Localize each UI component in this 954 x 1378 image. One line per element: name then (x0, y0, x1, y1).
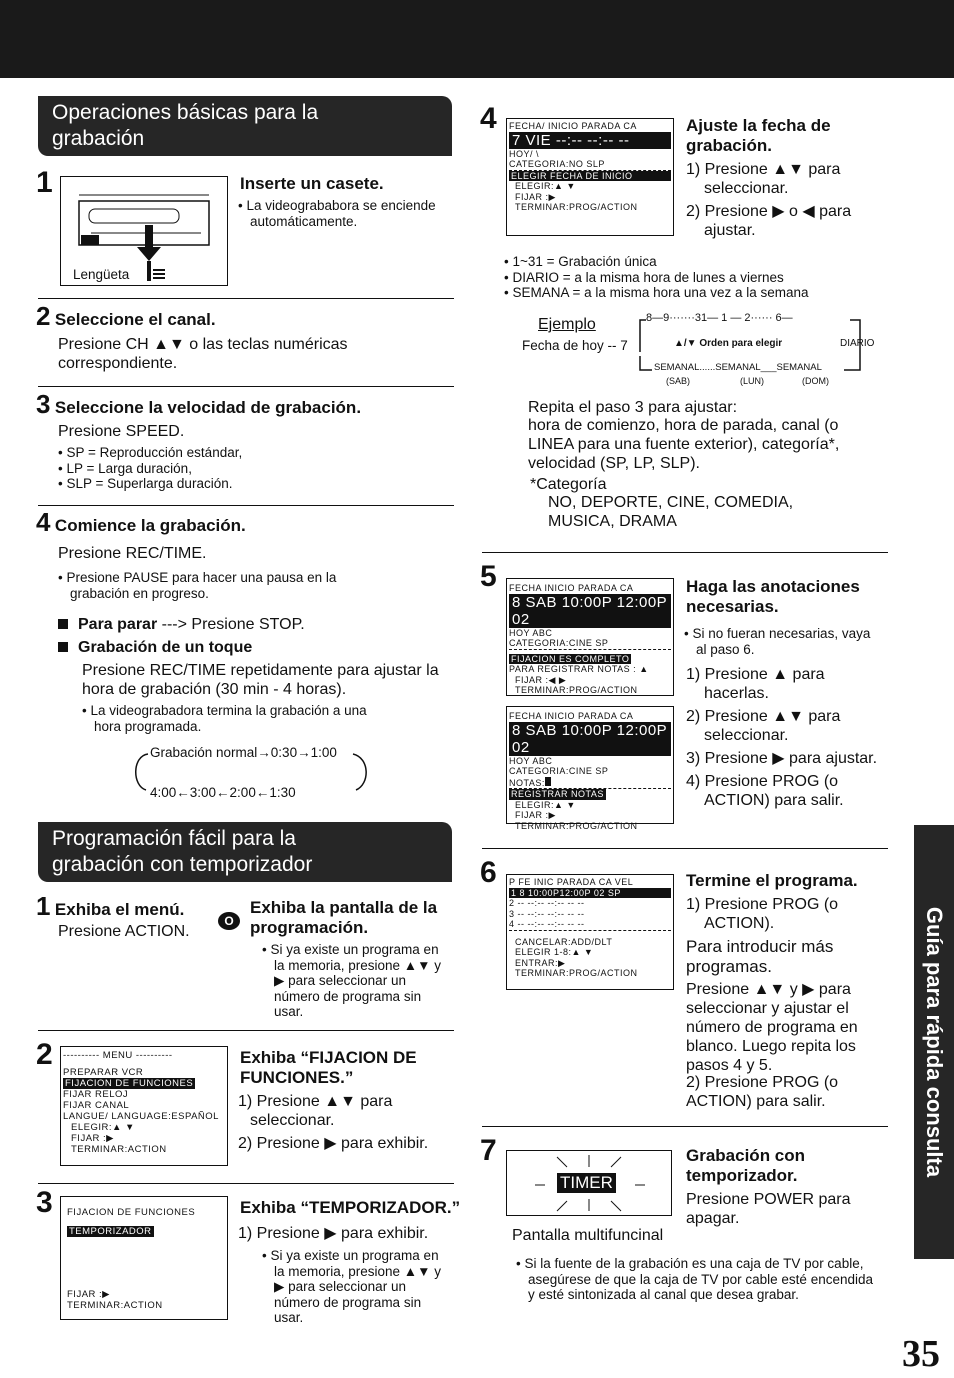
one-touch-text: Presione REC/TIME repetidamente para ajustar la hora de grabación (30 min - 4 horas). (82, 662, 439, 698)
step4-bullet: • Presione PAUSE para hacer una pausa en la grabación en progreso. (58, 570, 337, 601)
step3-title: Seleccione la velocidad de grabación. (54, 398, 362, 417)
highlighted-prompt: FIJACION ES COMPLETO (511, 653, 630, 664)
speed-list (58, 445, 242, 492)
cursor-block (545, 777, 551, 786)
divider (38, 505, 454, 506)
action-button-icon: O (218, 912, 240, 930)
cycle-top: Grabación normal→0:30→1:00 (150, 745, 337, 760)
s6-step1: 1) Presione PROG (o ACTION). (686, 896, 839, 932)
highlighted-prompt: REGISTRAR NOTAS (511, 789, 604, 799)
divider (482, 848, 888, 849)
side-tab-quick-guide: Guía para rápida consulta (914, 825, 954, 1259)
date-sequence-bottom: SEMANAL......SEMANAL___SEMANAL (654, 362, 822, 373)
step-number: 6 (480, 856, 497, 889)
daily-label: DIARIO (840, 338, 875, 349)
s6-text: Presione ▲▼ y ▶ para seleccionar y ajustar el número de programa en blanco. Luego repita los pasos 4 y 5. (686, 981, 858, 1074)
s7-text: Presione POWER para apagar. (686, 1191, 851, 1227)
highlighted-menu-item: TEMPORIZADOR (69, 1226, 152, 1237)
s4-title: Ajuste la fecha de grabación. (686, 116, 831, 155)
s5-steps: 1) Presione ▲ para hacerlas. 2) Presione ▲▼ para seleccionar. 3) Presione ▶ para ajustar. 4) Presione PROG (o ACTION) para salir. (686, 666, 878, 809)
list-item: • LP = Larga duración, (58, 460, 192, 476)
step4-heading (36, 507, 246, 537)
page-number: 35 (902, 1333, 940, 1375)
program-list-screen: P FE INIC PARADA CA VEL 1 8 10:00P12:00P 02 SP 2 -- --:-- --:-- -- -- 3 -- --:-- --:-- -- -- 4 -- --:-- --:-- -- -- CANCELAR:ADD/DLT ELEGIR 1-8:▲ ▼ ENTRAR:▶ TERMINAR:PROG/ACTION (506, 874, 674, 990)
repeat-items: hora de comienzo, hora de parada, canal (o LINEA para una fuente exterior), categoría*, velocidad (SP, LP, SLP). (528, 417, 840, 472)
cycle-bottom: 4:00←3:00←2:00←1:30 (150, 785, 296, 800)
repeat-step3: Repita el paso 3 para ajustar: (528, 399, 738, 416)
section-banner-timer-programming: Programación fácil para la grabación con temporizador (38, 822, 452, 882)
menu-screen: ---------- MENU ---------- PREPARAR VCR FIJACION DE FUNCIONES FIJAR RELOJ FIJAR CANAL LANGUE/ LANGUAGE:ESPAÑOL ELEGIR:▲ ▼ FIJAR :▶ TERMINAR:ACTION (60, 1046, 228, 1166)
p3-title: Exhiba “TEMPORIZADOR.” (240, 1198, 461, 1217)
display-caption: Pantalla multifuncinal (512, 1227, 664, 1244)
p1-bullet: • Si ya existe un programa en la memoria, presione ▲▼ y ▶ para seleccionar un número de programa sin usar. (262, 942, 442, 1019)
step4-text: Presione REC/TIME. (58, 545, 207, 562)
tab-label: Lengüeta (73, 267, 130, 282)
multifunction-display (506, 1150, 672, 1216)
step-number: 4 (480, 102, 497, 135)
notes-screen-2: FECHA INICIO PARADA CA 8 SAB 10:00P 12:00P 02 HOY ABC CATEGORIA:CINE SP NOTAS: REGISTRAR NOTAS ELEGIR:▲ ▼ FIJAR :▶ TERMINAR:PROG/ACTION (506, 706, 674, 824)
timer-indicator: TIMER (557, 1173, 616, 1193)
step-number: 4 (36, 507, 51, 537)
step3-heading (36, 389, 362, 419)
step2-title: Seleccione el canal. (54, 310, 216, 329)
cassette-figure (60, 176, 228, 286)
step2-text: Presione CH ▲▼ o las teclas numéricas correspondiente. (58, 336, 348, 372)
square-bullet-icon (58, 619, 68, 629)
divider (482, 1126, 888, 1127)
sort-order-note: ▲/▼ Orden para elegir (674, 338, 783, 349)
section-banner-basic-recording: Operaciones básicas para la grabación (38, 96, 452, 156)
step3-text: Presione SPEED. (58, 423, 185, 440)
date-time-row: 7 VIE --:-- --:-- -- (509, 132, 671, 149)
step-number: 7 (480, 1134, 497, 1167)
step1-bullet: • La videogrababora se enciende automáticamente. (238, 198, 436, 229)
step-number: 5 (480, 560, 497, 593)
step-number: 2 (36, 301, 51, 331)
day-dom: (DOM) (802, 376, 829, 386)
step4-title: Comience la grabación. (54, 516, 246, 535)
one-touch-bullet: • La videograbadora termina la grabación a una hora programada. (82, 703, 367, 734)
p2-title: Exhiba “FIJACION DE FUNCIONES.” (240, 1048, 417, 1087)
s6-title: Termine el programa. (686, 871, 858, 890)
date-options-list: • 1~31 = Grabación única • DIARIO = a la misma hora de lunes a viernes • SEMANA = a la misma hora una vez a la semana (504, 254, 809, 300)
divider (38, 1183, 454, 1184)
day-sab: (SAB) (666, 376, 691, 386)
step2-heading (36, 301, 216, 331)
divider (38, 1030, 454, 1031)
p1-title: Exhiba el menú. (54, 900, 185, 919)
date-setting-screen: FECHA/ INICIO PARADA CA 7 VIE --:-- --:-- -- HOY/ \ CATEGORIA:NO SLP ELEGIR FECHA DE INICIO ELEGIR:▲ ▼ FIJAR :▶ TERMINAR:PROG/ACTION (506, 118, 674, 236)
stop-line: Para parar ---> Presione STOP. (58, 615, 305, 634)
highlighted-prompt: ELEGIR FECHA DE INICIO (509, 171, 671, 182)
s7-title: Grabación con temporizador. (686, 1146, 806, 1185)
category-title: *Categoría (530, 476, 607, 493)
s5-title: Haga las anotaciones necesarias. (686, 577, 860, 616)
top-header-bar (0, 0, 954, 78)
s7-bullet: • Si la fuente de la grabación es una caja de TV por cable, asegúrese de que la caja de TV por cable esté encendida y esté sintonizada al canal que desea grabar. (516, 1256, 873, 1302)
list-item: • SP = Reproducción estándar, (58, 445, 243, 460)
example-label: Ejemplo (538, 316, 596, 333)
list-item: • SLP = Superlarga duración. (58, 476, 233, 491)
step1-title: Inserte un casete. (240, 174, 384, 193)
s4-steps: 1) Presione ▲▼ para seleccionar. 2) Presione ▶ o ◀ para ajustar. (686, 161, 852, 239)
notes-screen-1: FECHA INICIO PARADA CA 8 SAB 10:00P 12:00P 02 HOY ABC CATEGORIA:CINE SP FIJACION ES COMPLETO PARA REGISTRAR NOTAS : ▲ FIJAR :◀ ▶ TERMINAR:PROG/ACTION (506, 578, 674, 696)
p3-bullet: • Si ya existe un programa en la memoria, presione ▲▼ y ▶ para seleccionar un número de programa sin usar. (262, 1248, 442, 1325)
s6-step2: 2) Presione PROG (o ACTION) para salir. (686, 1074, 839, 1110)
day-lun: (LUN) (740, 376, 764, 386)
divider (38, 386, 454, 387)
step-number: 1 (36, 166, 53, 199)
step-number: 1 (36, 891, 51, 921)
square-bullet-icon (58, 642, 68, 652)
date-sequence-top: 8—9·······31— 1 — 2······ 6— (646, 312, 793, 324)
p1-title2: Exhiba la pantalla de la programación. (250, 898, 438, 937)
s6-intro: Para introducir más programas. (686, 937, 834, 976)
p1-heading (36, 891, 185, 921)
category-list: NO, DEPORTE, CINE, COMEDIA, MUSICA, DRAMA (548, 494, 794, 530)
step-number: 2 (36, 1038, 53, 1071)
program-row-1: 1 8 10:00P12:00P 02 SP (509, 888, 671, 899)
p2-steps: 1) Presione ▲▼ para seleccionar. 2) Presione ▶ para exhibir. (238, 1093, 429, 1152)
today-date: Fecha de hoy -- 7 (522, 338, 628, 353)
p1-text: Presione ACTION. (58, 923, 190, 940)
p3-step: 1) Presione ▶ para exhibir. (238, 1225, 429, 1242)
one-touch-title: Grabación de un toque (58, 638, 252, 657)
divider (482, 552, 888, 553)
divider (38, 298, 454, 299)
step-number: 3 (36, 389, 51, 419)
functions-screen: FIJACION DE FUNCIONES TEMPORIZADOR FIJAR :▶ TERMINAR:ACTION (60, 1196, 228, 1320)
step-number: 3 (36, 1186, 53, 1219)
s5-bullet: • Si no fueran necesarias, vaya al paso 6. (684, 626, 871, 657)
highlighted-menu-item: FIJACION DE FUNCIONES (65, 1078, 194, 1089)
